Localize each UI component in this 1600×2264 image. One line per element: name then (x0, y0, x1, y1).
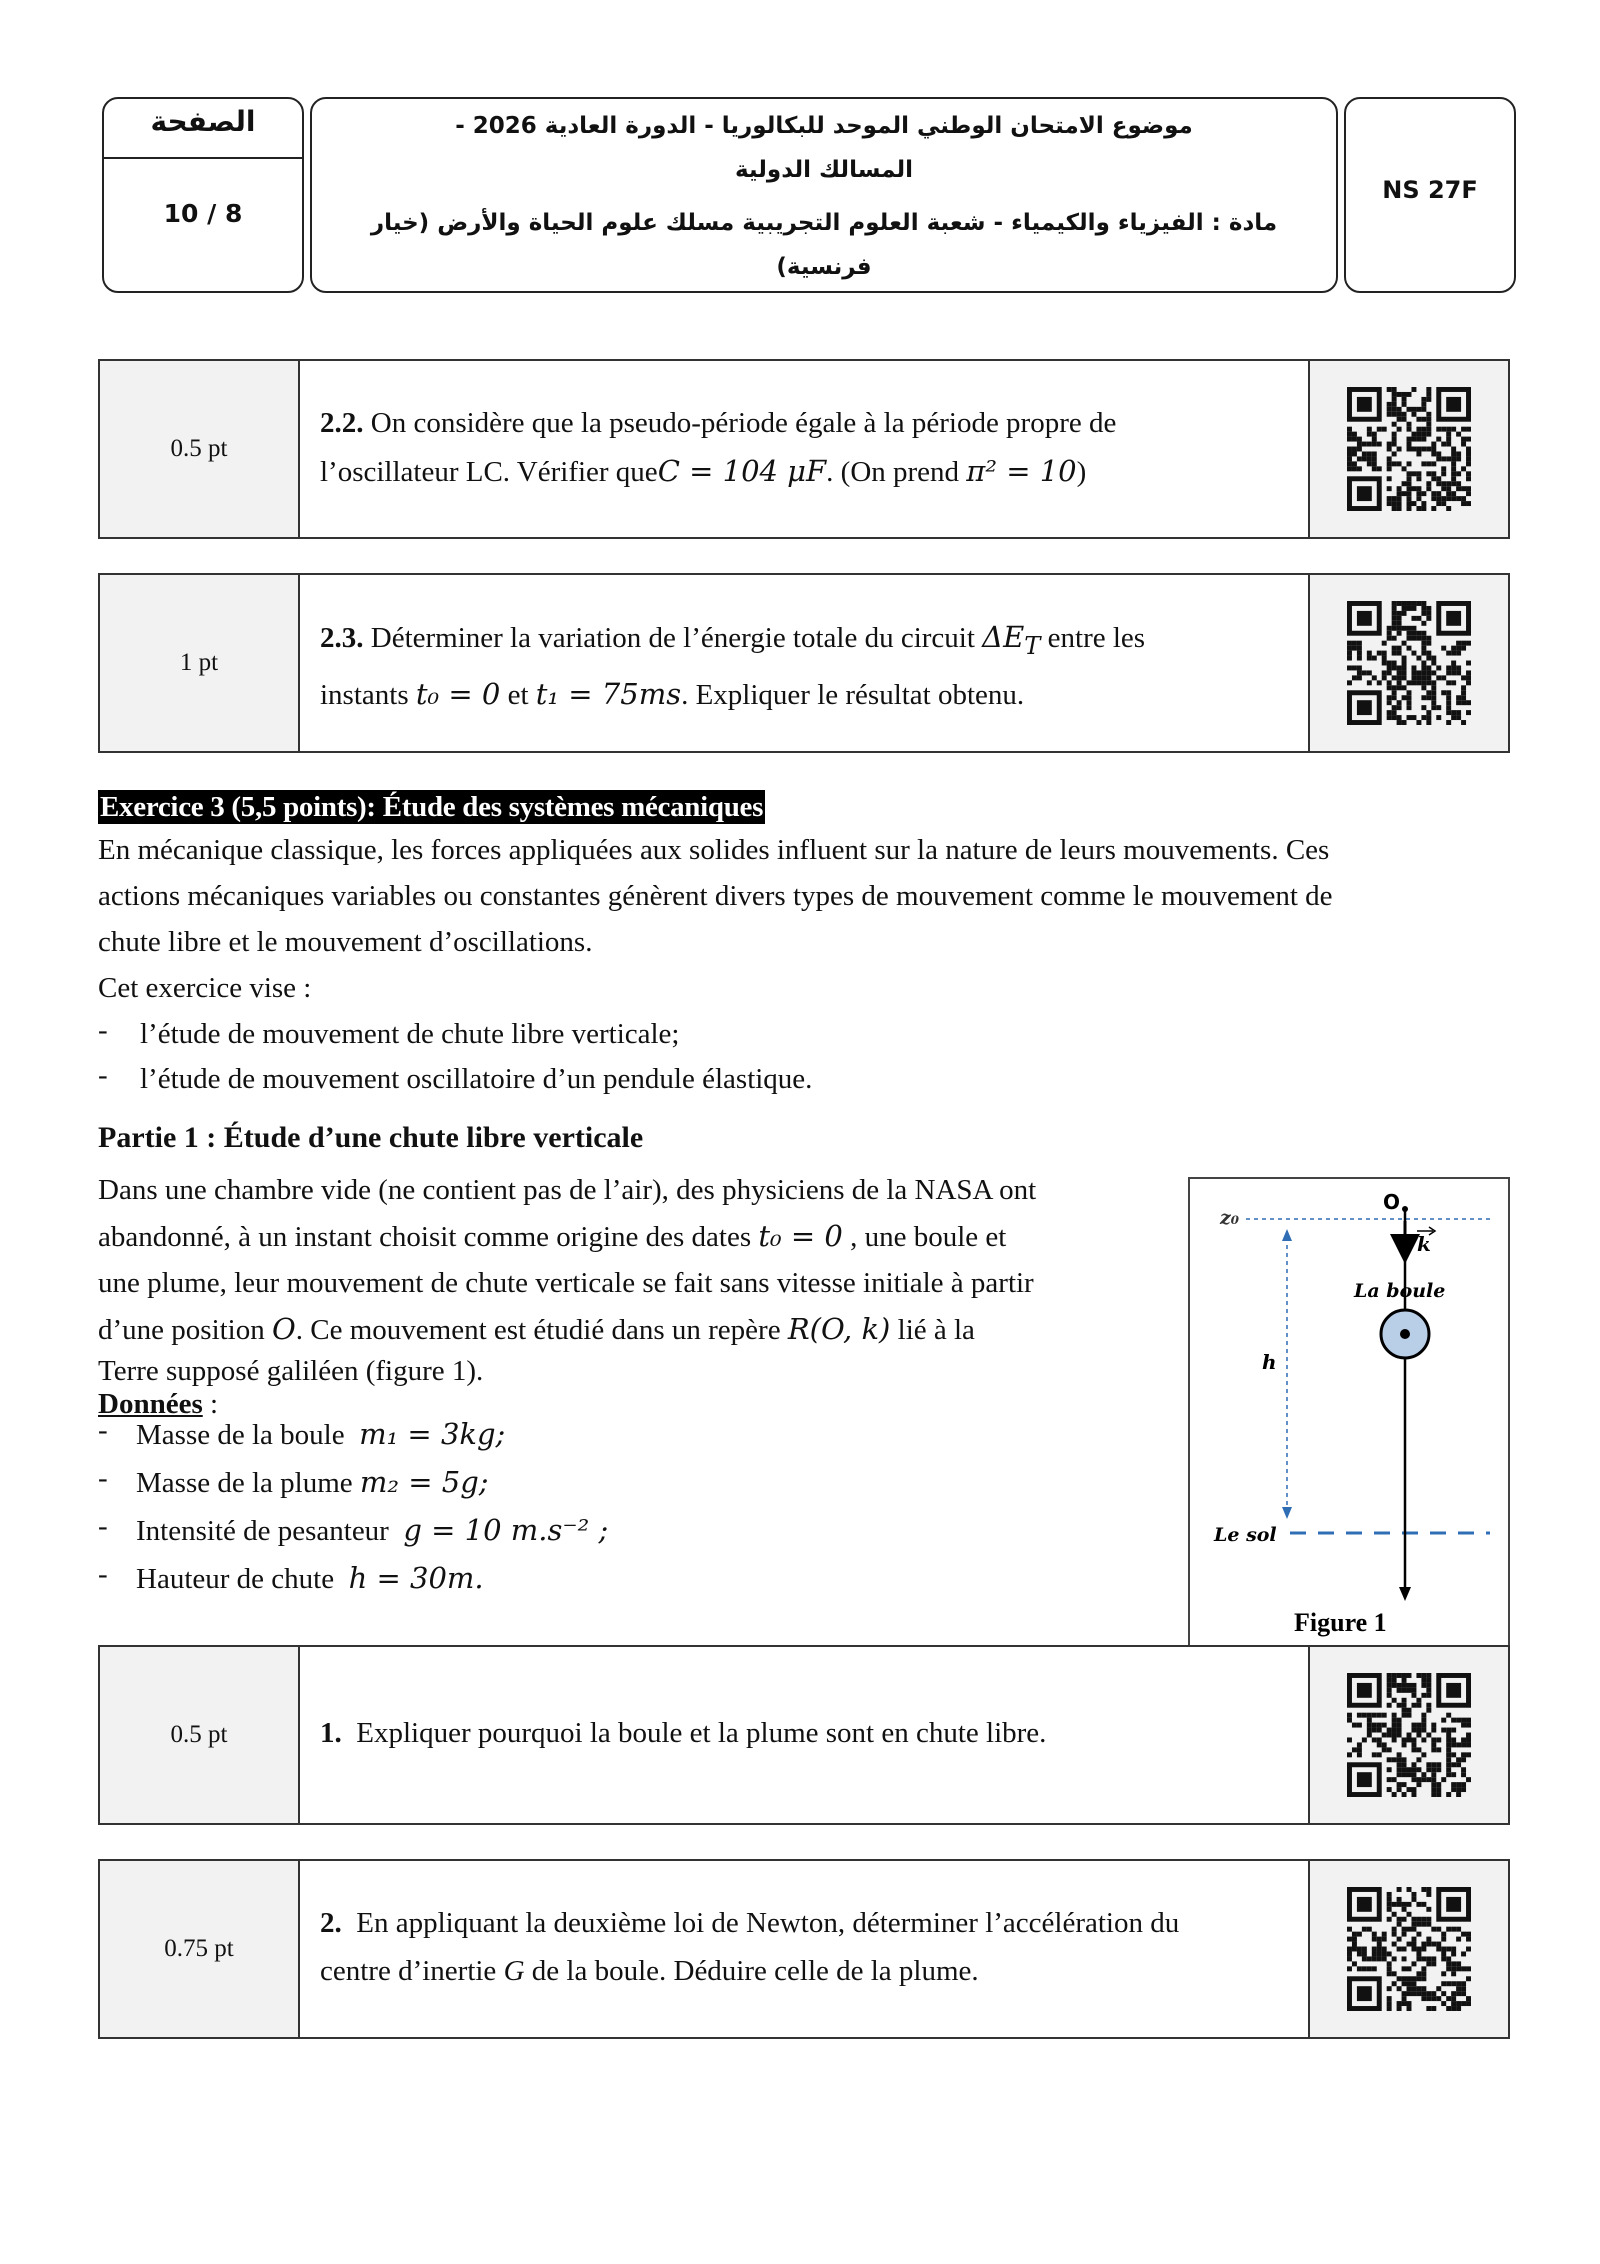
page-number: 10 / 8 (163, 199, 243, 228)
qr-code-icon (1347, 1673, 1471, 1797)
question-text (320, 1709, 1290, 1757)
paragraph-line: Terre supposé galiléen (figure 1). (98, 1355, 484, 1387)
math-expression: C = 104 μF (657, 454, 827, 488)
h-arrow-bottom (1282, 1507, 1292, 1519)
bullet-dash: - (98, 1558, 108, 1590)
question-number: 2.2. (320, 407, 364, 439)
question-line: l’oscillateur LC. Vérifier que (320, 456, 658, 488)
data-label: Masse de la plume (136, 1467, 353, 1499)
qr-code (1308, 575, 1508, 751)
question-text (320, 613, 1290, 719)
data-label: Intensité de pesanteur (136, 1515, 389, 1547)
question-box-1 (98, 1645, 1510, 1825)
math-subscript: T (1024, 631, 1041, 660)
page-number-box (102, 97, 304, 293)
bullet-dash: - (98, 1414, 108, 1446)
math-expression: t₀ = 0 (415, 676, 501, 711)
question-line: centre d’inertie (320, 1955, 497, 1987)
data-item (136, 1459, 489, 1506)
exam-title-box (310, 97, 1338, 293)
math-expression: t₁ = 75ms (535, 676, 682, 711)
paragraph-line: , une boule et (850, 1221, 1007, 1253)
paragraph-line: Dans une chambre vide (ne contient pas de l’air), des physiciens de la NASA ont (98, 1174, 1037, 1206)
bullet-dash: - (98, 1014, 108, 1046)
math-expression: t₀ = 0 (758, 1219, 843, 1253)
question-text (320, 399, 1290, 496)
question-line: . Expliquer le résultat obtenu. (681, 678, 1025, 711)
math-expression: G (503, 1955, 525, 1987)
exercise-heading: Exercice 3 (5,5 points): Étude des systèmes mécaniques (100, 791, 764, 823)
question-number: 2. (320, 1907, 342, 1939)
question-line: instants (320, 678, 409, 711)
math-expression: R(O, k) (787, 1312, 891, 1346)
origin-point (1402, 1206, 1408, 1212)
question-line: En appliquant la deuxième loi de Newton, déterminer l’accélération du (356, 1907, 1180, 1939)
label-origin: O (1383, 1190, 1401, 1214)
label-h: h (1262, 1350, 1277, 1374)
question-box-2 (98, 1859, 1510, 2039)
question-points: 0.5 pt (100, 361, 300, 537)
label-ground: Le sol (1214, 1524, 1277, 1546)
question-points: 1 pt (100, 575, 300, 751)
question-text (320, 1899, 1290, 1995)
paragraph-line: d’une position (98, 1314, 265, 1346)
question-points: 0.5 pt (100, 1647, 300, 1823)
data-title: Données (98, 1388, 203, 1420)
exercise-intro (98, 827, 1518, 1011)
question-line: ) (1076, 456, 1087, 488)
paragraph-line: lié à la (897, 1314, 975, 1346)
part1-paragraph (98, 1167, 1178, 1419)
bullet-dash: - (98, 1059, 108, 1091)
math-expression (982, 620, 1041, 660)
qr-code (1308, 1647, 1508, 1823)
aim-item: l’étude de mouvement de chute libre verticale; (140, 1018, 680, 1050)
exam-title-line-2: المسالك الدولية (734, 157, 914, 183)
math-symbol: ΔE (982, 620, 1025, 654)
question-box-2-3 (98, 573, 1510, 753)
data-value: m₁ = 3kg; (359, 1417, 506, 1451)
question-line: On considère que la pseudo-période égale à la période propre de (370, 407, 1117, 439)
figure-caption: Figure 1 (1294, 1608, 1387, 1637)
qr-code-icon (1347, 1887, 1471, 2011)
qr-code-icon (1347, 601, 1471, 725)
z-axis-arrowhead (1399, 1587, 1411, 1601)
question-number: 1. (320, 1717, 342, 1749)
label-z0: z₀ (1220, 1207, 1240, 1229)
bullet-dash: - (98, 1510, 108, 1542)
paragraph-line: En mécanique classique, les forces appliquées aux solides influent sur la nature de leurs mouvements. Ces (98, 834, 1330, 866)
question-line: . (On prend (826, 456, 960, 488)
data-label: Masse de la boule (136, 1419, 345, 1451)
exam-code-box (1344, 97, 1516, 293)
exam-title-line-1: موضوع الامتحان الوطني الموحد للبكالوريا - الدورة العادية 2026 - (455, 113, 1193, 139)
qr-code (1308, 1861, 1508, 2037)
math-expression: O (272, 1312, 296, 1346)
data-item (136, 1507, 608, 1554)
question-line: de la boule. Déduire celle de la plume. (531, 1955, 979, 1987)
paragraph-line: chute libre et le mouvement d’oscillations. (98, 926, 593, 958)
paragraph-line: abandonné, à un instant choisit comme origine des dates (98, 1221, 752, 1253)
h-arrow-top (1282, 1229, 1292, 1241)
paragraph-line: . Ce mouvement est étudié dans un repère (295, 1314, 781, 1346)
label-k: k (1417, 1232, 1431, 1256)
data-value: h = 30m. (348, 1561, 484, 1595)
qr-code-icon (1347, 387, 1471, 511)
paragraph-line: Cet exercice vise : (98, 972, 312, 1004)
math-expression: π² = 10 (966, 454, 1077, 488)
figure-1 (1188, 1177, 1510, 1647)
data-item (136, 1555, 484, 1602)
data-title-colon: : (202, 1388, 219, 1420)
exam-title-line-3: مادة : الفيزياء والكيمياء - شعبة العلوم التجريبية مسلك علوم الحياة والأرض (خيار فرنسية) (370, 210, 1278, 280)
question-points: 0.75 pt (100, 1861, 300, 2037)
data-value: g = 10 m.s⁻² ; (403, 1513, 609, 1547)
aim-item: l’étude de mouvement oscillatoire d’un pendule élastique. (140, 1063, 813, 1095)
question-line: Déterminer la variation de l’énergie totale du circuit (370, 622, 975, 654)
divider (104, 157, 302, 159)
ball-center (1400, 1329, 1410, 1339)
question-number: 2.3. (320, 622, 364, 654)
question-box-2-2 (98, 359, 1510, 539)
free-fall-diagram (1190, 1179, 1512, 1649)
data-item (136, 1411, 505, 1458)
data-value: m₂ = 5g; (359, 1465, 489, 1499)
paragraph-line: une plume, leur mouvement de chute verticale se fait sans vitesse initiale à partir (98, 1267, 1034, 1299)
question-line: et (507, 678, 529, 711)
bullet-dash: - (98, 1462, 108, 1494)
part1-title: Partie 1 : Étude d’une chute libre verticale (98, 1121, 644, 1154)
qr-code (1308, 361, 1508, 537)
label-ball: La boule (1354, 1280, 1446, 1302)
page-label: الصفحة (150, 105, 256, 138)
exam-code: NS 27F (1382, 176, 1478, 204)
data-label: Hauteur de chute (136, 1563, 335, 1595)
paragraph-line: actions mécaniques variables ou constantes génèrent divers types de mouvement comme le mouvement de (98, 880, 1333, 912)
question-line: Expliquer pourquoi la boule et la plume sont en chute libre. (356, 1717, 1047, 1749)
question-line: entre les (1047, 622, 1146, 654)
